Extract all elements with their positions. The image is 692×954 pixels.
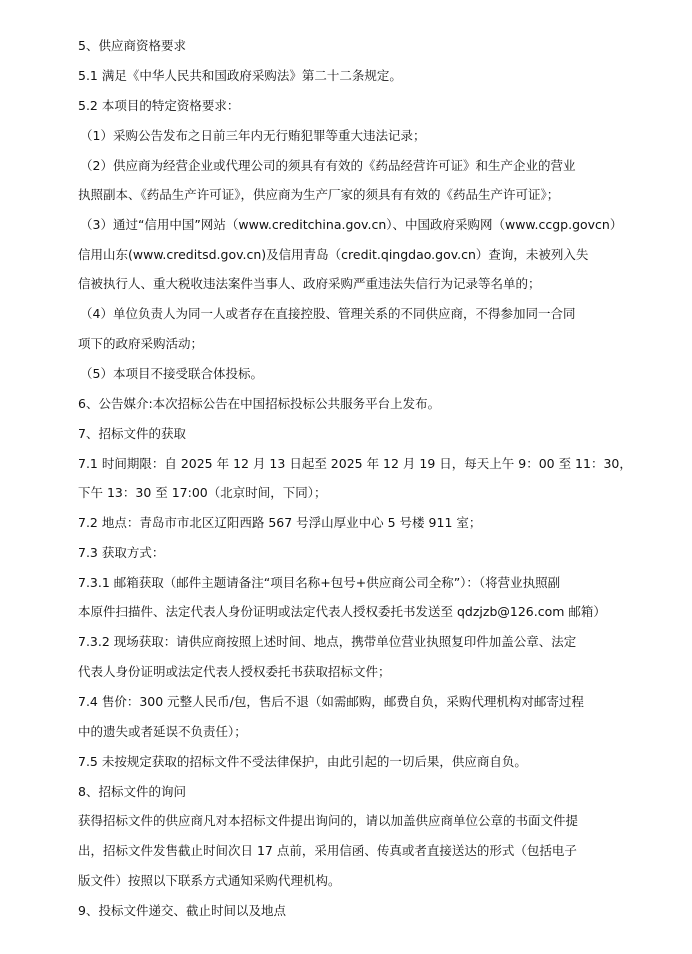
clause-7-1-line-2: 下午 13：30 至 17:00（北京时间，下同）；: [78, 485, 327, 500]
clause-7-3-1-line-1: 7.3.1 邮箱获取（邮件主题请备注“项目名称+包号+供应商公司全称”）：（将营业执照副: [78, 575, 561, 590]
clause-7-4-line-2: 中的遗失或者延误不负责任）；: [78, 724, 247, 739]
requirement-5: （5）本项目不接受联合体投标。: [80, 366, 263, 381]
clause-7-3-2-line-2: 代表人身份证明或法定代表人授权委托书获取招标文件；: [78, 664, 391, 679]
clause-7-3-1-line-2: 本原件扫描件、法定代表人身份证明或法定代表人授权委托书发送至 qdzjzb@126.com 邮箱）: [78, 604, 606, 619]
requirement-3-line-1: （3）通过“信用中国”网站（www.creditchina.gov.cn）、中国政府采购网（www.ccgp.govcn）: [80, 217, 623, 232]
requirement-4-line-1: （4）单位负责人为同一人或者存在直接控股、管理关系的不同供应商，不得参加同一合同: [80, 306, 576, 321]
section-8-body-line-2: 出，招标文件发售截止时间次日 17 点前，采用信函、传真或者直接送达的形式（包括电子: [78, 843, 577, 858]
requirement-4-line-2: 项下的政府采购活动；: [78, 336, 204, 351]
requirement-3-line-2: 信用山东(www.creditsd.gov.cn)及信用青岛（credit.qingdao.gov.cn）查询，未被列入失: [78, 247, 589, 262]
clause-7-4-line-1: 7.4 售价：300 元整人民币/包，售后不退（如需邮购，邮费自负，采购代理机构对邮寄过程: [78, 694, 584, 709]
section-5-heading: 5、供应商资格要求: [78, 38, 186, 53]
section-6-media: 6、公告媒介:本次招标公告在中国招标投标公共服务平台上发布。: [78, 396, 441, 411]
requirement-2-line-2: 执照副本、《药品生产许可证》，供应商为生产厂家的须具有有效的《药品生产许可证》；: [78, 187, 560, 202]
clause-7-1-line-1: 7.1 时间期限：自 2025 年 12 月 13 日起至 2025 年 12 月 19 日，每天上午 9：00 至 11：30，: [78, 456, 632, 471]
section-8-body-line-1: 获得招标文件的供应商凡对本招标文件提出询问的，请以加盖供应商单位公章的书面文件提: [78, 813, 579, 828]
requirement-1: （1）采购公告发布之日前三年内无行贿犯罪等重大违法记录；: [80, 128, 426, 143]
clause-7-2: 7.2 地点：青岛市市北区辽阳西路 567 号浮山厚业中心 5 号楼 911 室；: [78, 515, 482, 530]
section-9-heading: 9、投标文件递交、截止时间以及地点: [78, 903, 286, 918]
requirement-3-line-3: 信被执行人、重大税收违法案件当事人、政府采购严重违法失信行为记录等名单的；: [78, 276, 541, 291]
requirement-2-line-1: （2）供应商为经营企业或代理公司的须具有有效的《药品经营许可证》和生产企业的营业: [80, 158, 576, 173]
section-8-body-line-3: 版文件）按照以下联系方式通知采购代理机构。: [78, 873, 341, 888]
clause-7-5: 7.5 未按规定获取的招标文件不受法律保护，由此引起的一切后果，供应商自负。: [78, 754, 527, 769]
clause-5-1: 5.1 满足《中华人民共和国政府采购法》第二十二条规定。: [78, 68, 402, 83]
section-7-heading: 7、招标文件的获取: [78, 426, 186, 441]
clause-5-2: 5.2 本项目的特定资格要求：: [78, 98, 240, 113]
section-8-heading: 8、招标文件的询问: [78, 784, 186, 799]
clause-7-3-2-line-1: 7.3.2 现场获取：请供应商按照上述时间、地点，携带单位营业执照复印件加盖公章、法定: [78, 634, 577, 649]
clause-7-3: 7.3 获取方式：: [78, 545, 165, 560]
